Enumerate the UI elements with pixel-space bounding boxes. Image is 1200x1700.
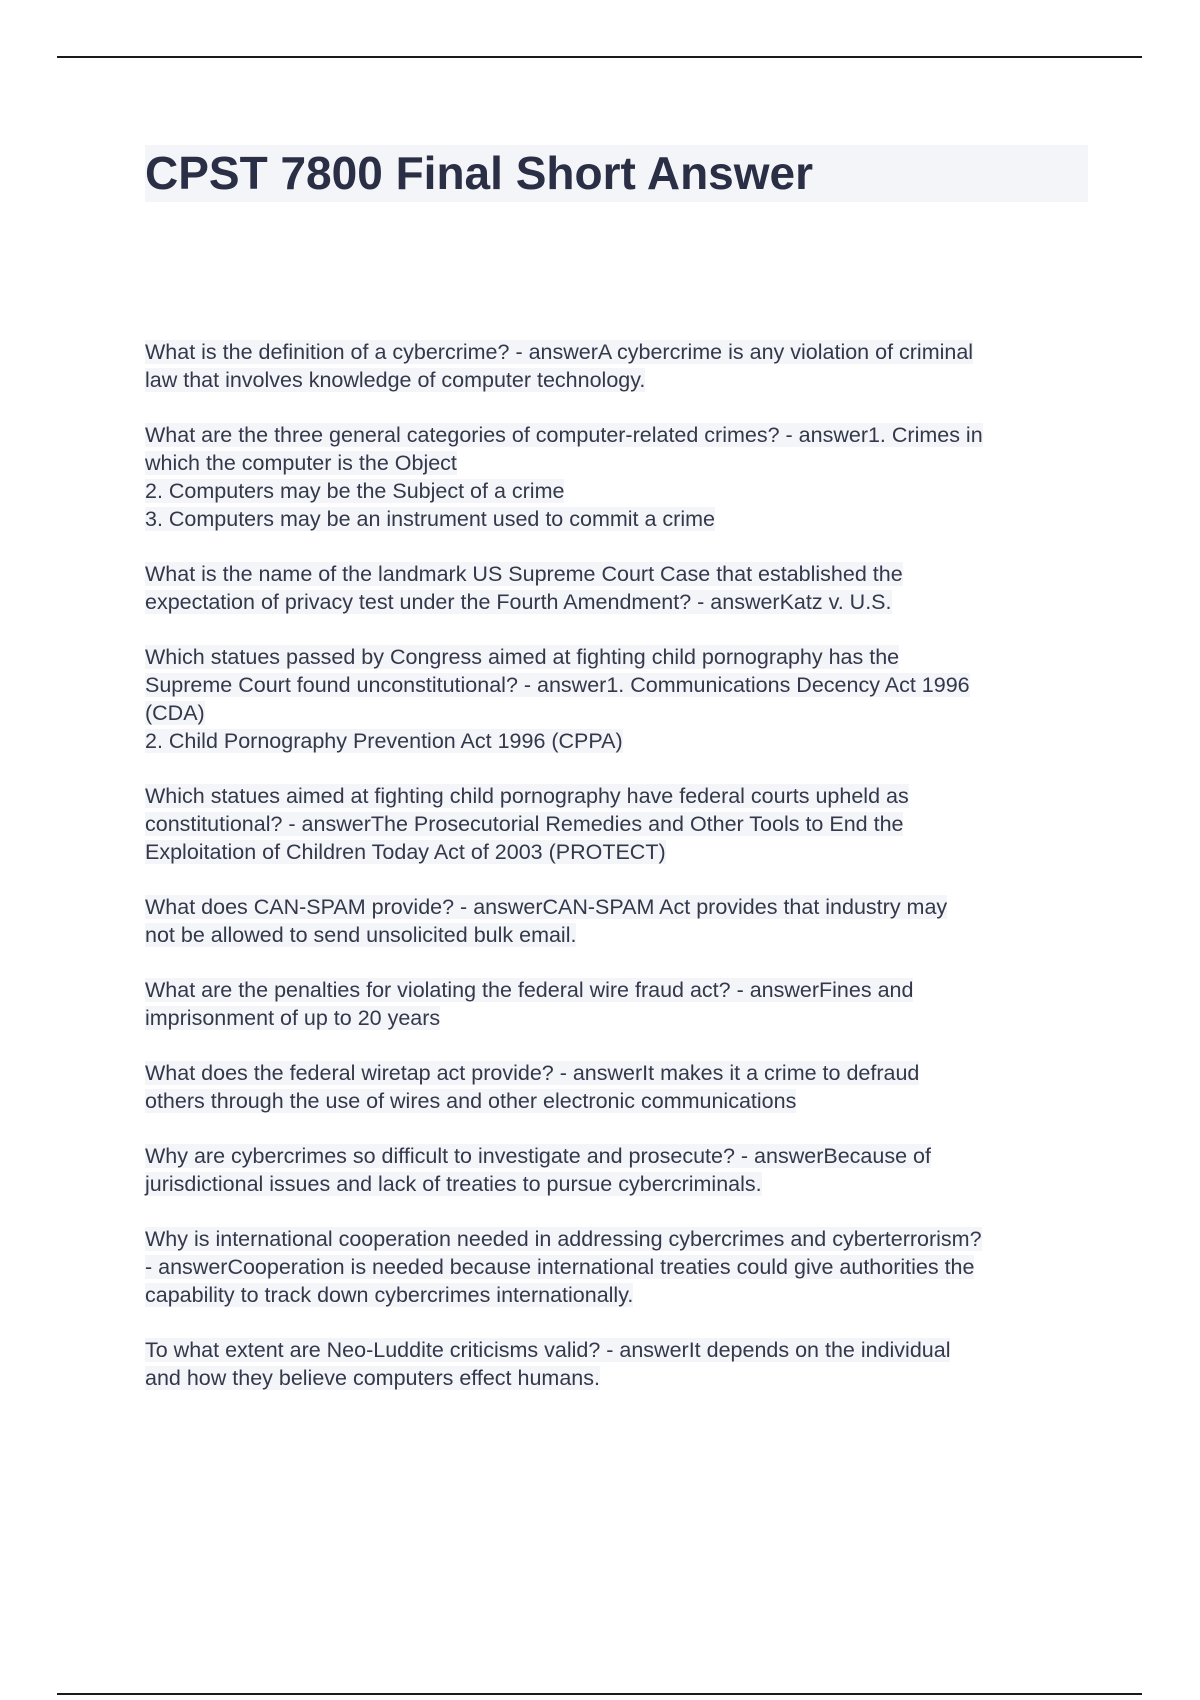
qa-list	[145, 338, 1095, 1419]
qa-line-text: Exploitation of Children Today Act of 2003 (PROTECT)	[145, 840, 666, 864]
qa-line-text: constitutional? - answerThe Prosecutorial Remedies and Other Tools to End the	[145, 812, 904, 836]
qa-line	[145, 366, 1095, 394]
qa-line	[145, 727, 1095, 755]
qa-line-text: 3. Computers may be an instrument used to commit a crime	[145, 507, 715, 531]
qa-line-text: What does CAN-SPAM provide? - answerCAN-SPAM Act provides that industry may	[145, 895, 948, 919]
qa-line-text: What is the name of the landmark US Supreme Court Case that established the	[145, 562, 903, 586]
qa-item	[145, 782, 1095, 866]
qa-item	[145, 1142, 1095, 1198]
qa-line-text: Why is international cooperation needed in addressing cybercrimes and cyberterrorism?	[145, 1227, 982, 1251]
qa-line	[145, 1087, 1095, 1115]
qa-line	[145, 421, 1095, 449]
bottom-rule	[57, 1693, 1142, 1695]
qa-line	[145, 921, 1095, 949]
qa-line-text: law that involves knowledge of computer technology.	[145, 368, 646, 392]
qa-line-text: imprisonment of up to 20 years	[145, 1006, 441, 1030]
qa-line	[145, 782, 1095, 810]
qa-line-text: 2. Child Pornography Prevention Act 1996 (CPPA)	[145, 729, 623, 753]
qa-line	[145, 1004, 1095, 1032]
qa-item	[145, 338, 1095, 394]
qa-line	[145, 1253, 1095, 1281]
qa-line	[145, 338, 1095, 366]
qa-line-text: What does the federal wiretap act provide? - answerIt makes it a crime to defraud	[145, 1061, 920, 1085]
qa-line	[145, 699, 1095, 727]
qa-line-text: capability to track down cybercrimes internationally.	[145, 1283, 634, 1307]
qa-line	[145, 477, 1095, 505]
qa-item	[145, 893, 1095, 949]
qa-line-text: What is the definition of a cybercrime? - answerA cybercrime is any violation of criminal	[145, 340, 974, 364]
qa-line	[145, 1170, 1095, 1198]
qa-line-text: not be allowed to send unsolicited bulk email.	[145, 923, 577, 947]
qa-line	[145, 1281, 1095, 1309]
qa-line	[145, 810, 1095, 838]
qa-item	[145, 1336, 1095, 1392]
qa-line	[145, 1364, 1095, 1392]
top-rule	[57, 56, 1142, 58]
title-block	[145, 145, 1088, 202]
qa-line-text: others through the use of wires and other electronic communications	[145, 1089, 797, 1113]
qa-line	[145, 449, 1095, 477]
qa-line	[145, 1059, 1095, 1087]
qa-item	[145, 643, 1095, 755]
qa-item	[145, 421, 1095, 533]
qa-line-text: expectation of privacy test under the Fourth Amendment? - answerKatz v. U.S.	[145, 590, 892, 614]
page-title: CPST 7800 Final Short Answer	[145, 147, 814, 199]
qa-line-text: To what extent are Neo-Luddite criticisms valid? - answerIt depends on the individual	[145, 1338, 951, 1362]
qa-line	[145, 838, 1095, 866]
qa-line-text: jurisdictional issues and lack of treaties to pursue cybercriminals.	[145, 1172, 762, 1196]
qa-line	[145, 1225, 1095, 1253]
qa-item	[145, 560, 1095, 616]
qa-line-text: What are the three general categories of computer-related crimes? - answer1. Crimes in	[145, 423, 983, 447]
qa-line-text: - answerCooperation is needed because international treaties could give authorities the	[145, 1255, 975, 1279]
qa-line	[145, 560, 1095, 588]
qa-line	[145, 671, 1095, 699]
qa-item	[145, 1059, 1095, 1115]
qa-line-text: Supreme Court found unconstitutional? - answer1. Communications Decency Act 1996	[145, 673, 970, 697]
qa-line	[145, 1336, 1095, 1364]
qa-line-text: (CDA)	[145, 701, 205, 725]
qa-line-text: which the computer is the Object	[145, 451, 457, 475]
qa-item	[145, 976, 1095, 1032]
qa-line	[145, 893, 1095, 921]
qa-line	[145, 505, 1095, 533]
qa-line-text: What are the penalties for violating the federal wire fraud act? - answerFines and	[145, 978, 914, 1002]
qa-line-text: 2. Computers may be the Subject of a crime	[145, 479, 565, 503]
qa-line-text: and how they believe computers effect humans.	[145, 1366, 600, 1390]
qa-line	[145, 643, 1095, 671]
qa-line	[145, 976, 1095, 1004]
qa-line	[145, 588, 1095, 616]
qa-line	[145, 1142, 1095, 1170]
qa-item	[145, 1225, 1095, 1309]
qa-line-text: Which statues aimed at fighting child pornography have federal courts upheld as	[145, 784, 909, 808]
qa-line-text: Why are cybercrimes so difficult to investigate and prosecute? - answerBecause of	[145, 1144, 931, 1168]
qa-line-text: Which statues passed by Congress aimed at fighting child pornography has the	[145, 645, 900, 669]
